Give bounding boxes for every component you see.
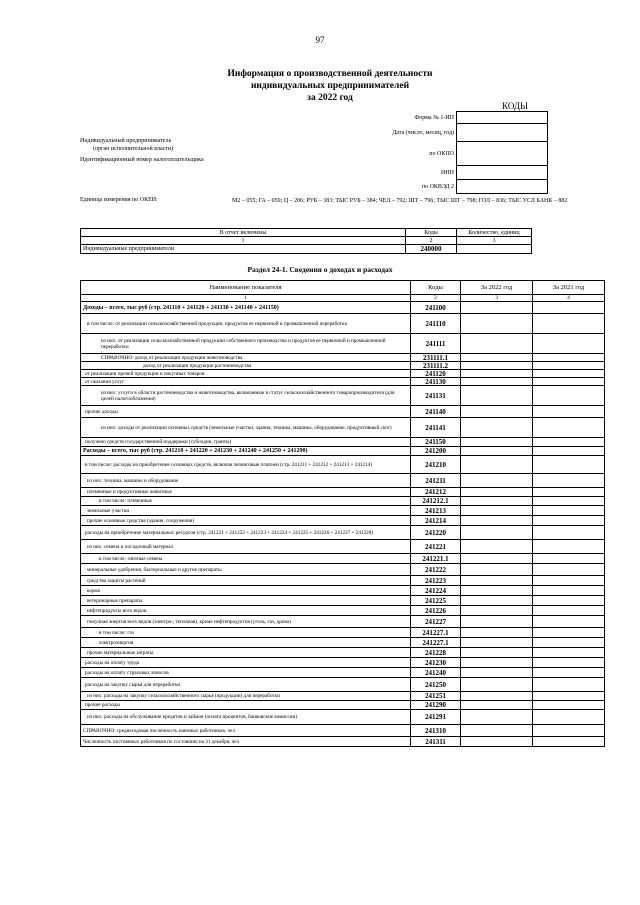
- value-2021: [533, 302, 605, 314]
- value-2022: [461, 314, 533, 334]
- code-label: по ОКВЭД 2: [421, 183, 454, 190]
- indicator-name: СПРАВОЧНО: среднегодовая численность наемных работников, чел: [81, 725, 411, 737]
- code-label: по ОКПО: [429, 150, 454, 157]
- value-2021: [533, 334, 605, 354]
- value-2021: [533, 616, 605, 628]
- value-2022: [461, 737, 533, 747]
- indicator-code: 231111.1: [411, 354, 461, 362]
- value-2022: [461, 334, 533, 354]
- value-2022: [461, 554, 533, 564]
- indicator-code: 241221.1: [411, 554, 461, 564]
- value-2021: [533, 526, 605, 540]
- report-num: 1: [81, 237, 406, 245]
- indicator-code: 241227: [411, 616, 461, 628]
- code-label: ИНН: [441, 169, 454, 176]
- table-row: [81, 678, 605, 692]
- indicator-code: 241228: [411, 648, 461, 658]
- table-row: [81, 658, 605, 668]
- value-2022: [461, 302, 533, 314]
- indicator-name: расходы на закупку сырья для переработки: [81, 678, 411, 692]
- title-line-1: Информация о производственной деятельности: [227, 69, 433, 79]
- value-2021: [533, 658, 605, 668]
- value-2021: [533, 554, 605, 564]
- value-2022: [461, 701, 533, 710]
- report-cell: Индивидуальные предприниматели: [81, 245, 406, 254]
- value-2021: [533, 586, 605, 596]
- table-row: [81, 497, 605, 506]
- column-header: Наименование показателя: [81, 281, 411, 295]
- value-2022: [461, 526, 533, 540]
- value-2021: [533, 386, 605, 406]
- value-2021: [533, 692, 605, 701]
- indicator-name: из них: семена и посадочный материал: [81, 540, 411, 554]
- value-2022: [461, 406, 533, 418]
- column-number: 2: [411, 295, 461, 302]
- column-header: Коды: [411, 281, 461, 295]
- value-2021: [533, 406, 605, 418]
- indicator-code: 241226: [411, 606, 461, 616]
- report-cell: [457, 245, 532, 254]
- table-row: [81, 668, 605, 678]
- value-2021: [533, 576, 605, 586]
- unit-label: Единица измерения по ОКЕИ:: [80, 197, 158, 203]
- indicator-code: 241150: [411, 438, 461, 447]
- indicator-name: СПРАВОЧНО: доход от реализации продукции животноводства: [81, 354, 411, 362]
- report-table: [80, 228, 532, 254]
- value-2021: [533, 710, 605, 725]
- table-row: [81, 362, 605, 370]
- indicator-name: от оказания услуг: [81, 378, 411, 386]
- value-2021: [533, 362, 605, 370]
- indicator-name: из них: техника, машины и оборудование: [81, 474, 411, 488]
- value-2021: [533, 668, 605, 678]
- table-row: [81, 540, 605, 554]
- table-row: [81, 302, 605, 314]
- code-value: [457, 142, 548, 166]
- indicator-name: нефтепродукты всех видов: [81, 606, 411, 616]
- indicator-code: 241223: [411, 576, 461, 586]
- indicator-name: от реализации прочей продукции и покупных товаров: [81, 370, 411, 378]
- value-2021: [533, 725, 605, 737]
- indicator-code: 241230: [411, 658, 461, 668]
- column-number: 4: [533, 295, 605, 302]
- indicator-name: минеральные удобрения, бактериальные и другие препараты: [81, 564, 411, 576]
- report-header: В отчет включены: [81, 229, 406, 237]
- column-number: 3: [461, 295, 533, 302]
- value-2021: [533, 506, 605, 516]
- report-num: 2: [406, 237, 457, 245]
- indicator-code: 241213: [411, 506, 461, 516]
- indicator-name: Доходы – всего, тыс руб (стр. 241110 + 241120 + 241130 + 241140 + 241150): [81, 302, 411, 314]
- table-row: [81, 334, 605, 354]
- code-value: [457, 180, 548, 194]
- report-header: Коды: [406, 229, 457, 237]
- indicator-code: 241110: [411, 314, 461, 334]
- value-2021: [533, 378, 605, 386]
- indicator-code: 241227.1: [411, 628, 461, 638]
- table-row: [81, 370, 605, 378]
- report-row: [81, 245, 532, 254]
- table-row: [81, 354, 605, 362]
- indicator-code: 241100: [411, 302, 461, 314]
- table-row: [81, 737, 605, 747]
- indicator-name: средства защиты растений: [81, 576, 411, 586]
- indicator-name: из них: услуги в области растениеводства и животноводства, включаемые в статус сельскохозяйственного товаропроизводителя (для целей налогообложения): [81, 386, 411, 406]
- indicator-code: 241220: [411, 526, 461, 540]
- value-2022: [461, 378, 533, 386]
- indicator-code: 241240: [411, 668, 461, 678]
- indicator-code: 241224: [411, 586, 461, 596]
- table-row: [81, 554, 605, 564]
- code-value: [457, 112, 548, 124]
- value-2022: [461, 576, 533, 586]
- indicator-code: 241212: [411, 488, 461, 497]
- section-title: Раздел 24-1. Сведения о доходах и расходах: [247, 265, 393, 274]
- indicator-name: в том числе: от реализации сельскохозяйственной продукции, продуктов ее первичной и промышленной переработки: [81, 314, 411, 334]
- table-row: [81, 456, 605, 474]
- indicator-code: 241140: [411, 406, 461, 418]
- value-2021: [533, 370, 605, 378]
- indicator-name: из них: расходы на закупку сельскохозяйственного сырья (продукции) для переработки: [81, 692, 411, 701]
- value-2021: [533, 606, 605, 616]
- indicator-code: 241221: [411, 540, 461, 554]
- value-2021: [533, 737, 605, 747]
- value-2021: [533, 648, 605, 658]
- report-cell: 240000: [406, 245, 457, 254]
- value-2022: [461, 586, 533, 596]
- value-2022: [461, 516, 533, 526]
- value-2021: [533, 418, 605, 438]
- indicator-code: 241311: [411, 737, 461, 747]
- indicator-name: расходы на оплату труда: [81, 658, 411, 668]
- indicator-name: из них: от реализации сельскохозяйственной продукции собственного производства и продуктов ее первичной и промышленной переработки: [81, 334, 411, 354]
- title-line-3: за 2022 год: [307, 93, 353, 103]
- income-expense-body: [81, 281, 605, 747]
- value-2022: [461, 488, 533, 497]
- codes-table: [380, 111, 548, 194]
- value-2021: [533, 447, 605, 456]
- indicator-code: 241120: [411, 370, 461, 378]
- indicator-name: в том числе: газ: [81, 628, 411, 638]
- table-row: [81, 606, 605, 616]
- value-2021: [533, 628, 605, 638]
- table-row: [81, 474, 605, 488]
- indicator-name: из них: доходы от реализации основных средств (земельные участки, здания, техника, машины, оборудование, продуктивный скот): [81, 418, 411, 438]
- indicator-code: 241210: [411, 456, 461, 474]
- indicator-code: 241222: [411, 564, 461, 576]
- table-row: [81, 406, 605, 418]
- value-2022: [461, 628, 533, 638]
- table-row: [81, 628, 605, 638]
- value-2021: [533, 438, 605, 447]
- value-2021: [533, 678, 605, 692]
- table-row: [81, 638, 605, 648]
- table-row: [81, 526, 605, 540]
- report-num: 3: [457, 237, 532, 245]
- table-row: [81, 710, 605, 725]
- indicator-name: в том числе: элитные семена: [81, 554, 411, 564]
- indicator-name: прочие доходы: [81, 406, 411, 418]
- value-2021: [533, 488, 605, 497]
- value-2021: [533, 474, 605, 488]
- column-number: 1: [81, 295, 411, 302]
- indicator-name: получено средств государственной поддержки (субсидии, гранты): [81, 438, 411, 447]
- table-row: [81, 564, 605, 576]
- indicator-code: 241227.1: [411, 638, 461, 648]
- indicator-code: 241211: [411, 474, 461, 488]
- value-2022: [461, 638, 533, 648]
- value-2022: [461, 725, 533, 737]
- table-row: [81, 616, 605, 628]
- indicator-name: расходы на приобретение материальных ресурсов (стр. 241221 + 241222 + 241223 + 241224 + 241225 + 241226 + 241227 + 241228): [81, 526, 411, 540]
- table-row: [81, 418, 605, 438]
- table-row: [81, 386, 605, 406]
- value-2021: [533, 314, 605, 334]
- value-2022: [461, 596, 533, 606]
- value-2022: [461, 678, 533, 692]
- table-row: [81, 438, 605, 447]
- value-2022: [461, 497, 533, 506]
- table-row: [81, 725, 605, 737]
- table-row: [81, 586, 605, 596]
- table-row: [81, 692, 605, 701]
- indicator-code: 231111.2: [411, 362, 461, 370]
- value-2022: [461, 616, 533, 628]
- value-2021: [533, 638, 605, 648]
- value-2022: [461, 438, 533, 447]
- report-header-row: [81, 229, 532, 237]
- code-value: [457, 124, 548, 142]
- indicator-name: из них: расходы на обслуживание кредитов и займов (оплата процентов, банковские комиссии): [81, 710, 411, 725]
- indicator-code: 241141: [411, 418, 461, 438]
- table-row: [81, 576, 605, 586]
- indicator-code: 241214: [411, 516, 461, 526]
- page-number: 97: [315, 35, 325, 45]
- code-label: Дата (число, месяц, год): [392, 129, 454, 136]
- value-2022: [461, 564, 533, 576]
- indicator-code: 241250: [411, 678, 461, 692]
- authority-label: (орган исполнительной власти): [93, 146, 174, 152]
- table-row: [81, 648, 605, 658]
- indicator-code: 241251: [411, 692, 461, 701]
- indicator-name: прочие материальные затраты: [81, 648, 411, 658]
- value-2022: [461, 370, 533, 378]
- indicator-name: земельные участки: [81, 506, 411, 516]
- value-2022: [461, 668, 533, 678]
- indicator-name: Численность постоянных работников по состоянию на 31 декабря, чел: [81, 737, 411, 747]
- inn-label: Идентификационный номер налогоплательщика: [80, 157, 204, 163]
- indicator-code: 241290: [411, 701, 461, 710]
- value-2021: [533, 497, 605, 506]
- code-label: Форма № 1-ИП: [414, 114, 454, 121]
- value-2021: [533, 456, 605, 474]
- value-2021: [533, 596, 605, 606]
- value-2022: [461, 354, 533, 362]
- value-2022: [461, 418, 533, 438]
- indicator-code: 241212.1: [411, 497, 461, 506]
- report-header: Количество, единиц: [457, 229, 532, 237]
- value-2021: [533, 564, 605, 576]
- column-header: За 2022 год: [461, 281, 533, 295]
- column-number-row: [81, 295, 605, 302]
- title-line-2: индивидуальных предпринимателей: [250, 81, 410, 91]
- codes-header: КОДЫ: [502, 101, 528, 111]
- indicator-name: племенные и продуктивные животные: [81, 488, 411, 497]
- indicator-code: 241310: [411, 725, 461, 737]
- indicator-name: прочие расходы: [81, 701, 411, 710]
- indicator-name: Расходы – всего, тыс руб (стр. 241210 + 241220 + 241230 + 241240 + 241250 + 241290): [81, 447, 411, 456]
- indicator-name: корма: [81, 586, 411, 596]
- value-2022: [461, 648, 533, 658]
- value-2022: [461, 606, 533, 616]
- value-2022: [461, 506, 533, 516]
- indicator-code: 241225: [411, 596, 461, 606]
- document-title: [180, 68, 480, 104]
- table-row: [81, 516, 605, 526]
- value-2022: [461, 710, 533, 725]
- indicator-name: доход от реализации продукции растениеводства: [81, 362, 411, 370]
- table-header-row: [81, 281, 605, 295]
- column-header: За 2021 год: [533, 281, 605, 295]
- indicator-name: в том числе: расходы на приобретение основных средств, включая лизинговые платежи (стр. 241211 + 241212 + 241213 + 241214): [81, 456, 411, 474]
- value-2022: [461, 540, 533, 554]
- value-2021: [533, 540, 605, 554]
- table-row: [81, 314, 605, 334]
- unit-value: М2 – 055; ГА – 059; Ц – 206; РУБ – 383; ТЫС РУБ – 384; ЧЕЛ – 792; ШТ – 796; ТЫС ШТ – 798; ГОЛ – 836; ТЫС УСЛ БАНК – 882: [232, 198, 568, 204]
- value-2022: [461, 474, 533, 488]
- code-value: [457, 166, 548, 180]
- indicator-name: ветеринарные препараты: [81, 596, 411, 606]
- value-2022: [461, 456, 533, 474]
- value-2022: [461, 386, 533, 406]
- indicator-code: 241291: [411, 710, 461, 725]
- value-2021: [533, 354, 605, 362]
- indicator-code: 241111: [411, 334, 461, 354]
- report-num-row: [81, 237, 532, 245]
- table-row: [81, 447, 605, 456]
- value-2022: [461, 692, 533, 701]
- indicator-code: 241131: [411, 386, 461, 406]
- indicator-code: 241130: [411, 378, 461, 386]
- indicator-code: 241200: [411, 447, 461, 456]
- value-2022: [461, 658, 533, 668]
- indicator-name: в том числе: племенные: [81, 497, 411, 506]
- value-2021: [533, 516, 605, 526]
- indicator-name: покупная энергия всех видов (электро-, тепловая), кроме нефтепродуктов (уголь, газ, дрова): [81, 616, 411, 628]
- table-row: [81, 701, 605, 710]
- value-2022: [461, 362, 533, 370]
- indicator-name: прочие основные средства (здания, сооружения): [81, 516, 411, 526]
- entrepreneur-label: Индивидуальный предприниматель: [80, 138, 172, 144]
- table-row: [81, 596, 605, 606]
- indicator-name: электроэнергия: [81, 638, 411, 648]
- table-row: [81, 378, 605, 386]
- value-2022: [461, 447, 533, 456]
- table-row: [81, 488, 605, 497]
- value-2021: [533, 701, 605, 710]
- income-expense-table: [80, 280, 605, 747]
- table-row: [81, 506, 605, 516]
- indicator-name: расходы на оплату страховых взносов: [81, 668, 411, 678]
